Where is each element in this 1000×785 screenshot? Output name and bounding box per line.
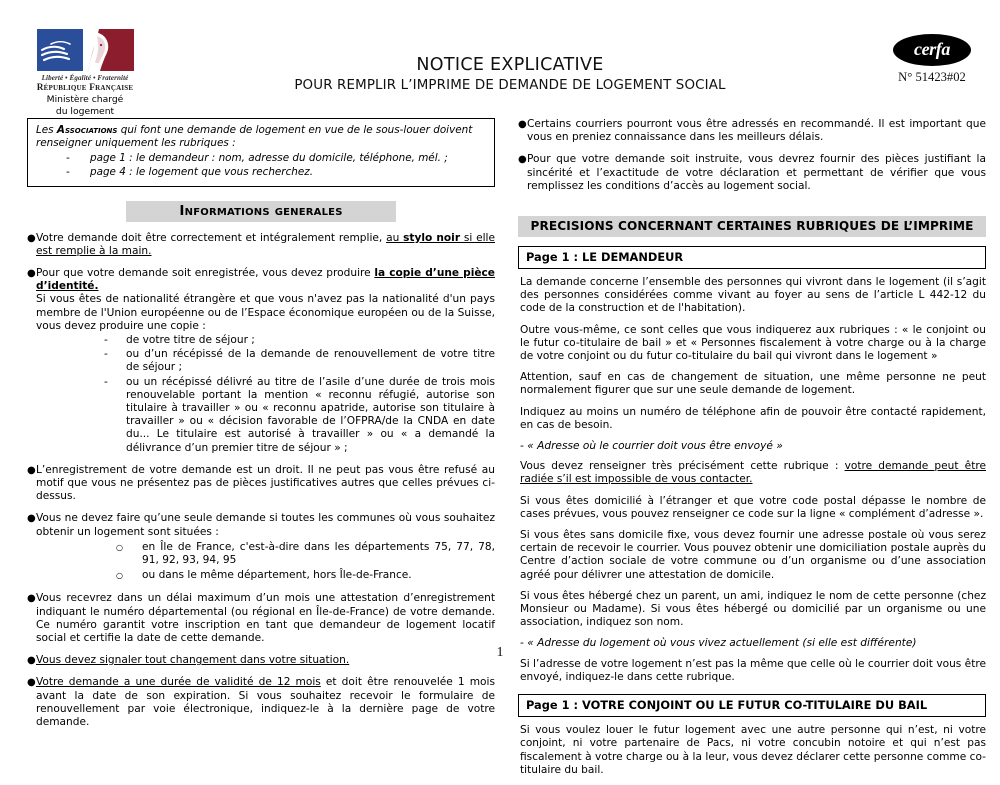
dash-marker: - [104, 334, 108, 347]
list-item [27, 512, 495, 583]
bullet1-pre: Votre demande doit être correctement et intégralement remplie, [36, 231, 387, 244]
ministry-line-1: Ministère chargé [46, 94, 124, 105]
sub-list-item [36, 348, 495, 374]
associations-notice-box [27, 118, 495, 187]
paragraph-underline: votre demande peut être radiée s’il est impossible de vous contacter. [520, 460, 986, 486]
sub-list-item-text: ou un récépissé délivré au titre de l’asile d’une durée de trois mois renouvelable portant la mention « reconnu réfugié, autorise son titulaire à travailler » ou « reconnu apatride, autorise son titulaire à travailler » ou « décision favorable de l’OFPRA/de la CNDA en date du... Le titulaire est autorisé à travailler » ou « a demandé la délivrance d’un premier titre de séjour » ; [126, 375, 495, 454]
list-item [27, 232, 495, 258]
list-item [518, 118, 986, 144]
bullet6-underline: Vous devez signaler tout changement dans votre situation. [36, 654, 350, 667]
section-banner-informations-generales: Informations generales [126, 201, 396, 222]
list-item [27, 592, 495, 645]
paragraph: Si vous êtes sans domicile fixe, vous devez fournir une adresse postale où vous serez certain de recevoir le courrier. Vous pouvez obtenir une domiciliation postale auprès du Centre d’action sociale de votre commune ou d’un organisme ou d’une association agréé pour délivrer une attestation de domicile. [520, 529, 986, 581]
dash-marker: - [66, 151, 70, 164]
paragraph-pre: Vous devez renseigner très précisément cette rubrique : [520, 460, 845, 473]
associations-item-text: page 4 : le logement que vous recherchez. [90, 166, 314, 179]
associations-lead-prefix: Les [36, 124, 57, 136]
dash-marker: - [104, 348, 108, 361]
bullet7-rest: et doit être renouvelée 1 mois avant la date de son expiration. Si vous souhaitez recevoir le formulaire de renouvellement par voie électronique, indiquez-le à la dernière page de votre demande. [36, 676, 495, 728]
list-item [27, 267, 495, 455]
bullet-icon: ● [27, 593, 36, 605]
right-column [518, 118, 986, 785]
bullet7-underline: Votre demande a une durée de validité de 12 mois [36, 676, 321, 689]
list-item-text [36, 232, 495, 258]
spacer [518, 202, 986, 216]
paragraph: Attention, sauf en cas de changement de situation, une même personne ne peut normalement figurer que sur une seule demande de logement. [520, 371, 986, 397]
republic-name: République Française [36, 83, 134, 93]
bullet4-text: Vous ne devez faire qu’une seule demande si toutes les communes où vous souhaitez obtenir un logement sont situées : [36, 512, 495, 538]
list-item [27, 464, 495, 504]
paragraph [518, 460, 986, 486]
page-number: 1 [496, 645, 504, 660]
marianne-logo-icon [37, 28, 134, 72]
sub-list-item-text: ou d’un récépissé de la demande de renouvellement de votre titre de séjour ; [126, 348, 495, 374]
list-item-text [36, 267, 495, 455]
circle-marker-icon: ○ [116, 571, 123, 581]
paragraph: Outre vous-même, ce sont celles que vous indiquerez aux rubriques : « le conjoint ou le futur co-titulaire de bail » et « Personnes fiscalement à votre charge ou à la charge de votre conjoint ou du futur co-titulaire du bail qui vivront dans le logement » [520, 323, 986, 363]
subsection-header-conjoint: Page 1 : VOTRE CONJOINT OU LE FUTUR CO-TITULAIRE DU BAIL [518, 694, 986, 717]
list-item [27, 676, 495, 729]
associations-item-text: page 1 : le demandeur : nom, adresse du domicile, téléphone, mél. ; [90, 151, 448, 164]
bullet1-u2: si elle est remplie à la main. [36, 231, 495, 257]
italic-subheading-adresse-courrier: - « Adresse où le courrier doit vous être envoyé » [520, 440, 783, 453]
bullet1-bold: stylo noir [403, 231, 461, 244]
bullet-icon: ● [27, 677, 36, 689]
section-banner-precisions: PRECISIONS CONCERNANT CERTAINES RUBRIQUES DE L’IMPRIME [518, 216, 986, 237]
bullet-icon: ● [27, 513, 36, 525]
ministry-line-2: du logement [55, 105, 115, 117]
document-title-block [200, 55, 820, 93]
associations-lead [36, 124, 486, 151]
bullet-icon: ● [27, 464, 36, 476]
sub-list-item-text: de votre titre de séjour ; [126, 334, 255, 347]
list-item-text: Vous recevrez dans un délai maximum d’un mois une attestation d’enregistrement indiquant le numéro départemental (ou régional en Île-de-France) de votre demande. Ce numéro garantit votre inscription en tant que demandeur de logement locatif social et certifie la date de cette demande. [36, 592, 495, 644]
bullet-icon: ● [27, 268, 36, 280]
bullet-icon: ● [518, 119, 527, 130]
list-item-text: L’enregistrement de votre demande est un droit. Il ne peut pas vous être refusé au motif que vous ne présentez pas de pièces justificatives autres que celles prévues ci-dessus. [36, 463, 495, 503]
document-header [0, 0, 1000, 117]
italic-subheading-adresse-logement: - « Adresse du logement où vous vivez actuellement (si elle est différente) [520, 637, 917, 650]
associations-item [36, 152, 486, 165]
paragraph: Si l’adresse de votre logement n’est pas la même que celle où le courrier doit vous être envoyé, indiquez-le dans cette rubrique. [520, 657, 986, 683]
list-item-text: Certains courriers pourront vous être adressés en recommandé. Il est important que vous en preniez connaissance dans les meilleurs délais. [527, 118, 986, 144]
page-title: NOTICE EXPLICATIVE [416, 55, 604, 75]
paragraph: Indiquez au moins un numéro de téléphone afin de pouvoir être contacté rapidement, en cas de besoin. [520, 405, 986, 431]
list-item-text [36, 512, 495, 583]
paragraph: Si vous voulez louer le futur logement avec une autre personne qui n’est, ni votre conjoint, ni votre partenaire de Pacs, ni votre concubin notoire et qui n’est pas fiscalement à votre charge ou à la leur, vous devez déclarer cette personne comme co-titulaire du bail. [520, 724, 986, 776]
sub-list-item [36, 541, 495, 567]
list-item [518, 153, 986, 193]
circle-marker-icon: ○ [116, 542, 123, 552]
cerfa-block [880, 34, 984, 85]
associations-item [36, 166, 486, 179]
associations-lead-rest: qui font une demande de logement en vue de le sous-louer doivent renseigner uniquement les rubriques : [36, 124, 473, 150]
bullet-icon: ● [27, 655, 36, 667]
bullet1-u1: au [386, 231, 404, 244]
cerfa-logo-icon [893, 34, 971, 66]
list-item-text [36, 676, 495, 729]
bullet2-strong: la copie d’une pièce d’identité. [36, 267, 495, 293]
paragraph: Si vous êtes domicilié à l’étranger et que votre code postal dépasse le nombre de cases prévues, vous pouvez renseigner ce code sur la ligne « complément d’adresse ». [520, 494, 986, 520]
bullet2-post: Si vous êtes de nationalité étrangère et que vous n'avez pas la nationalité d'un pays membre de l'Union européenne ou de l’Espace économique européen ou de la Suisse, vous devez produire une copie : [36, 293, 495, 332]
cerfa-form-number: N° 51423#02 [898, 70, 966, 84]
cerfa-logo-label: cerfa [914, 39, 950, 60]
dash-marker: - [66, 166, 70, 179]
sub-list-item-text: ou dans le même département, hors Île-de-France. [142, 569, 412, 582]
paragraph: La demande concerne l’ensemble des personnes qui vivront dans le logement (il s’agit des personnes considérées comme vivant au foyer au sens de l’article L 442-12 du code de la construction et de l'habitation). [520, 276, 986, 315]
sub-list-item [36, 334, 495, 347]
ministry-name [30, 94, 140, 117]
paragraph: Si vous êtes hébergé chez un parent, un ami, indiquez le nom de cette personne (chez Monsieur ou Madame). Si vous êtes hébergé ou domicilié par un organisme ou une association, indiquez son nom. [520, 589, 986, 629]
bullet-icon: ● [27, 232, 36, 244]
sub-list-item [36, 569, 495, 583]
subsection-header-le-demandeur: Page 1 : LE DEMANDEUR [518, 246, 986, 269]
sub-list-item-text: en Île de France, c'est-à-dire dans les départements 75, 77, 78, 91, 92, 93, 94, 95 [142, 540, 495, 567]
dash-marker: - [104, 375, 108, 388]
bullet2-pre: Pour que votre demande soit enregistrée, vous devez produire [36, 267, 375, 280]
republique-francaise-logo-block [30, 28, 140, 117]
republic-motto: Liberté • Égalité • Fraternité [41, 74, 129, 82]
associations-keyword: Associations [56, 124, 118, 136]
list-item-text: Pour que votre demande soit instruite, vous devrez fournir des pièces justifiant la sincérité et l’exactitude de votre déclaration et permettant de vérifier que vous remplissez les conditions d’accès au logement social. [527, 153, 986, 192]
bullet-icon: ● [518, 154, 527, 166]
sub-list-item [36, 376, 495, 455]
page-subtitle: POUR REMPLIR L’IMPRIME DE DEMANDE DE LOGEMENT SOCIAL [294, 78, 726, 93]
